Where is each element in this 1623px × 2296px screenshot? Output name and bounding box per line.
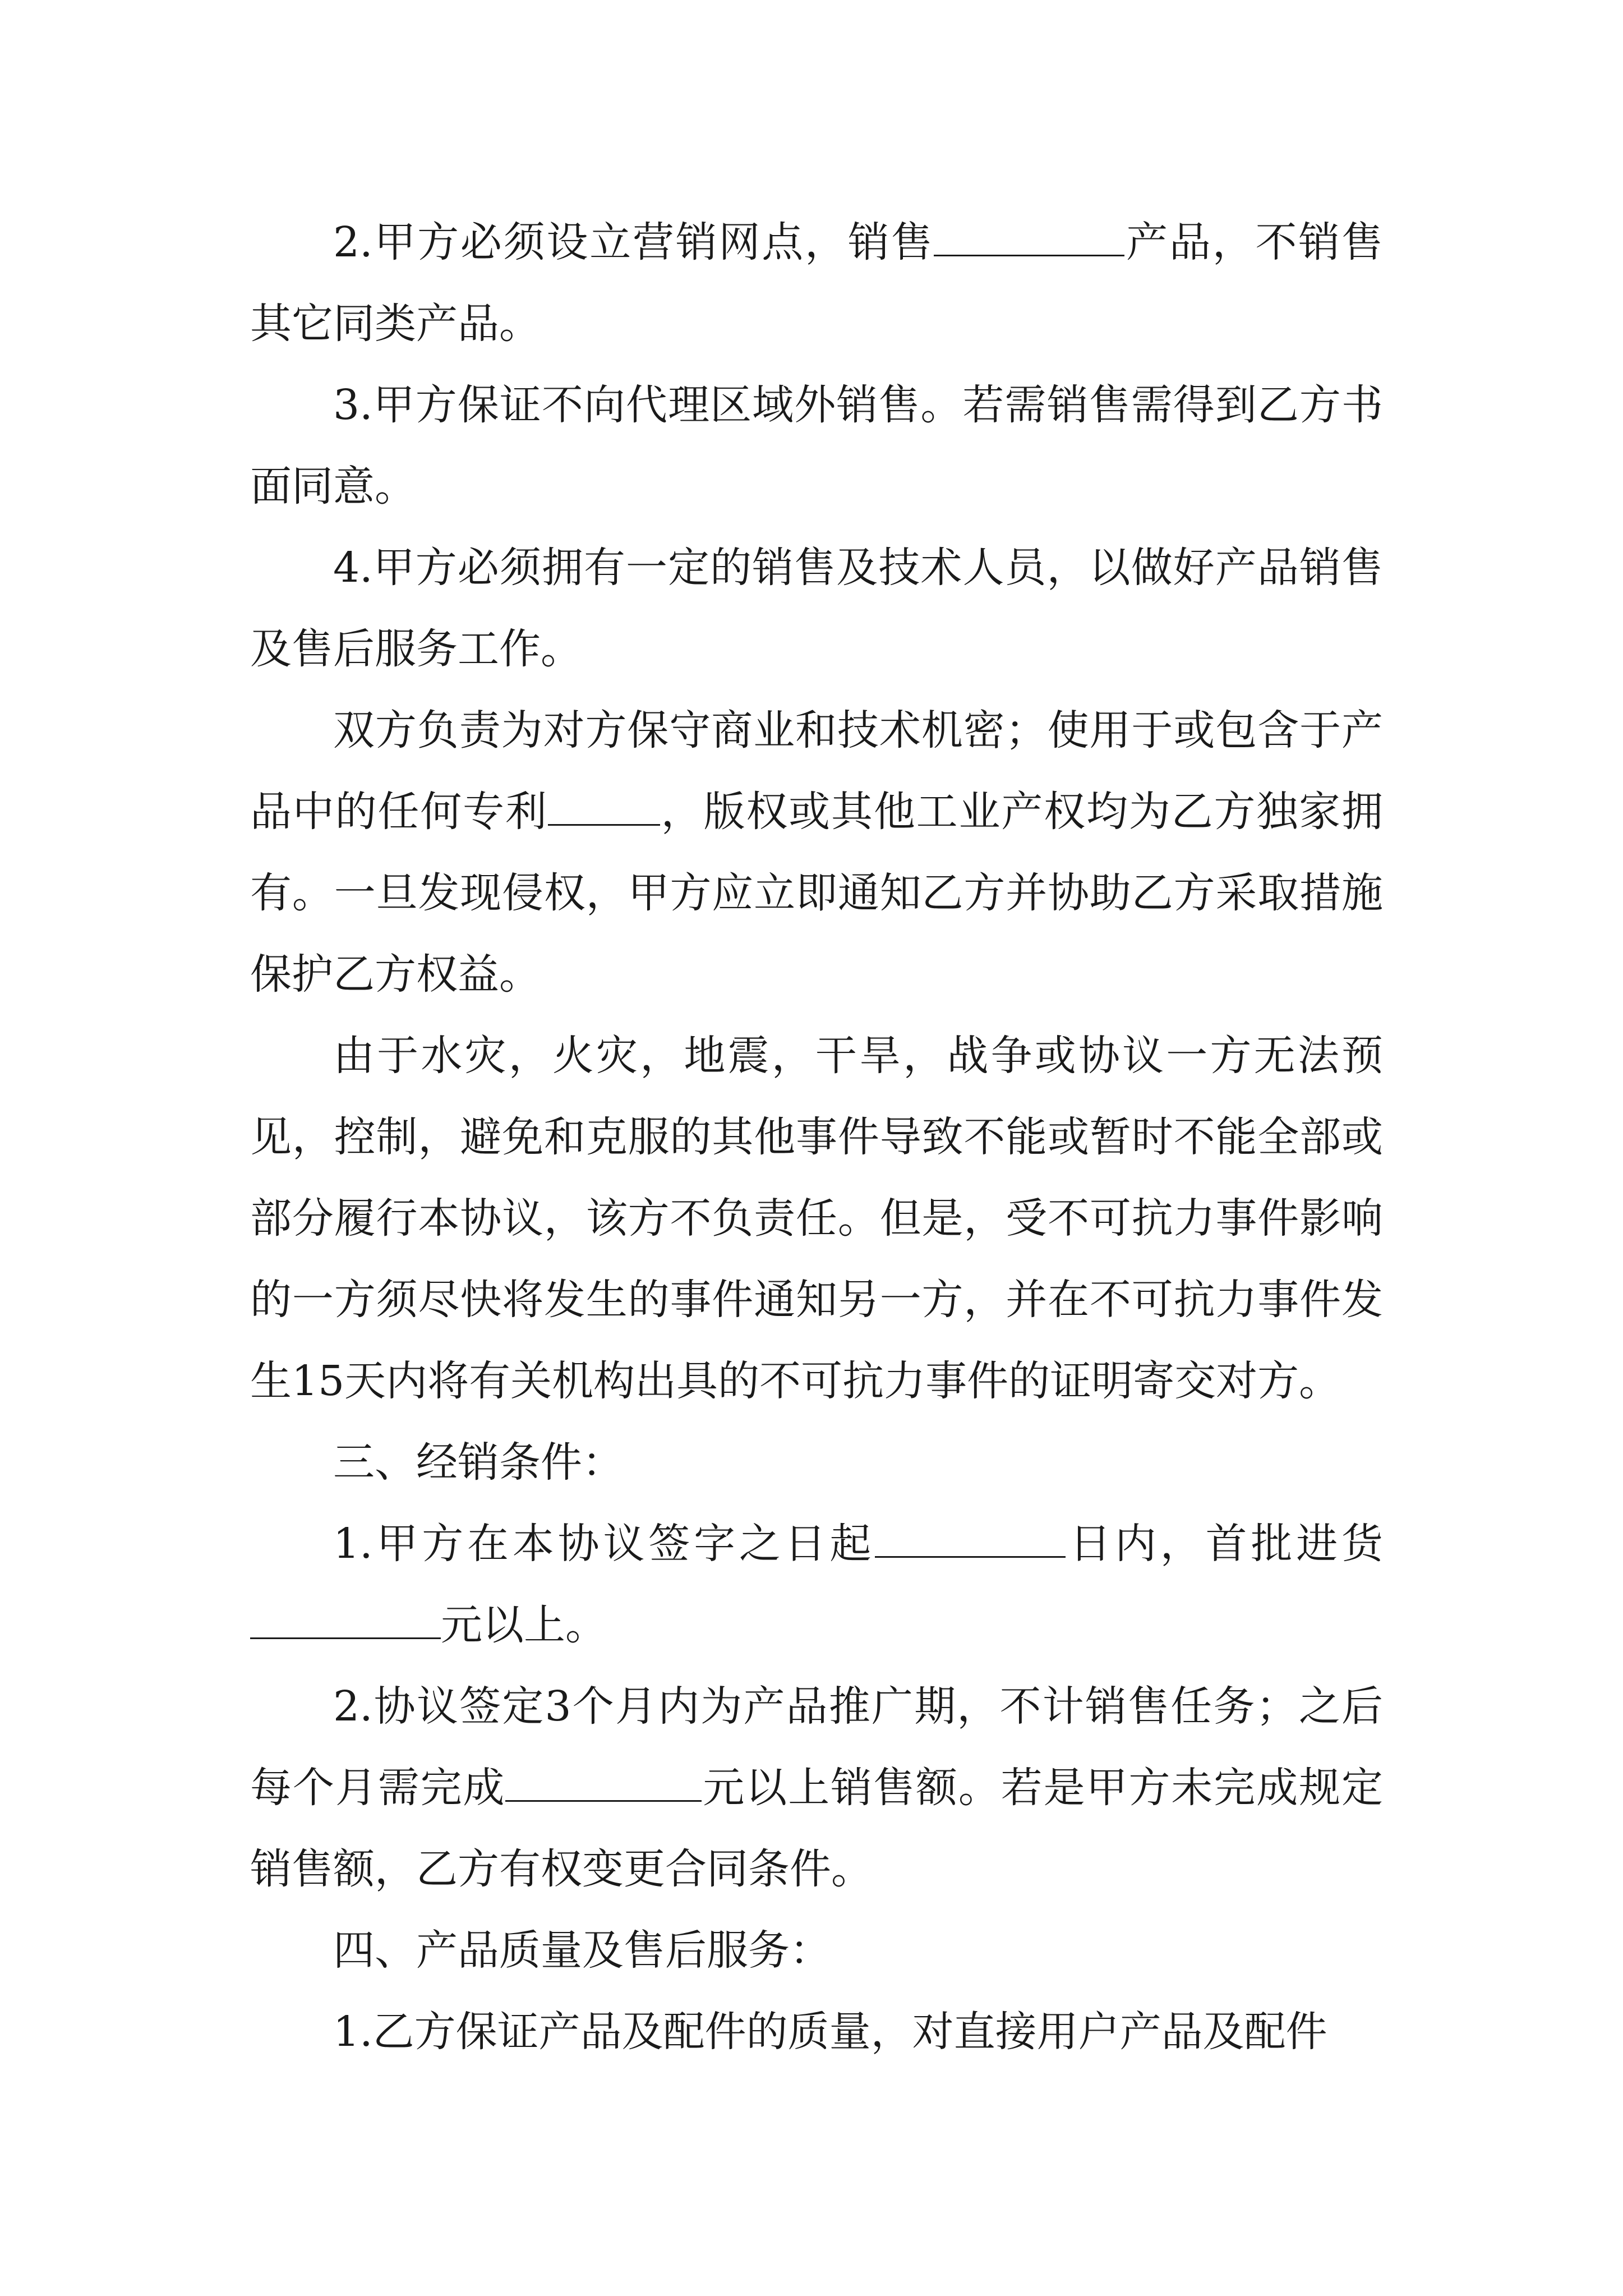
clause-sales-region: 3.甲方保证不向代理区域外销售。若需销售需得到乙方书面同意。 [250,381,1383,510]
fill-blank[interactable] [875,1510,1066,1558]
clause-text: 2.甲方必须设立营销网点，销售 [333,218,934,266]
clause-staff: 4.甲方必须拥有一定的销售及技术人员，以做好产品销售及售后服务工作。 [250,544,1383,673]
clause-sales-target [250,1666,1383,1910]
clause-text: 元以上销售额。若是甲方未完成规定销售额，乙方有权变更合同条件。 [250,1764,1384,1893]
clause-text: 元以上。 [441,1601,607,1649]
clause-confidentiality [250,690,1383,1015]
fill-blank[interactable] [548,778,660,826]
section-heading-quality-service: 四、产品质量及售后服务： [333,1926,831,1975]
section-heading-distribution-conditions: 三、经销条件： [333,1438,624,1487]
clause-text: 双方负责为对方保守商业和技术机密；使用于或包含于产品中的任何专利 [250,706,1383,836]
clause-sales-network [250,202,1383,365]
clause-text: ，版权或其他工业产权均为乙方独家拥有。一旦发现侵权，甲方应立即通知乙方并协助乙方采取措施保护乙方权益。 [250,788,1384,999]
clause-text: 日内，首批进货 [1066,1520,1383,1568]
fill-blank[interactable] [934,209,1124,256]
document-page [250,202,1383,2073]
fill-blank[interactable] [250,1591,441,1639]
clause-text: 2.协议签定3个月内为产品推广期，不计销售任务；之后每个月需完成 [250,1682,1383,1812]
clause-first-order [250,1503,1383,1666]
fill-blank[interactable] [505,1754,702,1802]
clause-text: 1.甲方在本协议签字之日起 [333,1520,875,1568]
clause-text: 产品，不销售其它同类产品。 [250,218,1384,348]
clause-quality-guarantee: 1.乙方保证产品及配件的质量，对直接用户产品及配件 [333,2008,1327,2056]
clause-force-majeure: 由于水灾，火灾，地震，干旱，战争或协议一方无法预见，控制，避免和克服的其他事件导致不能或暂时不能全部或部分履行本协议，该方不负责任。但是，受不可抗力事件影响的一方须尽快将发生的事件通知另一方，并在不可抗力事件发生15天内将有关机构出具的不可抗力事件的证明寄交对方。 [250,1032,1383,1405]
